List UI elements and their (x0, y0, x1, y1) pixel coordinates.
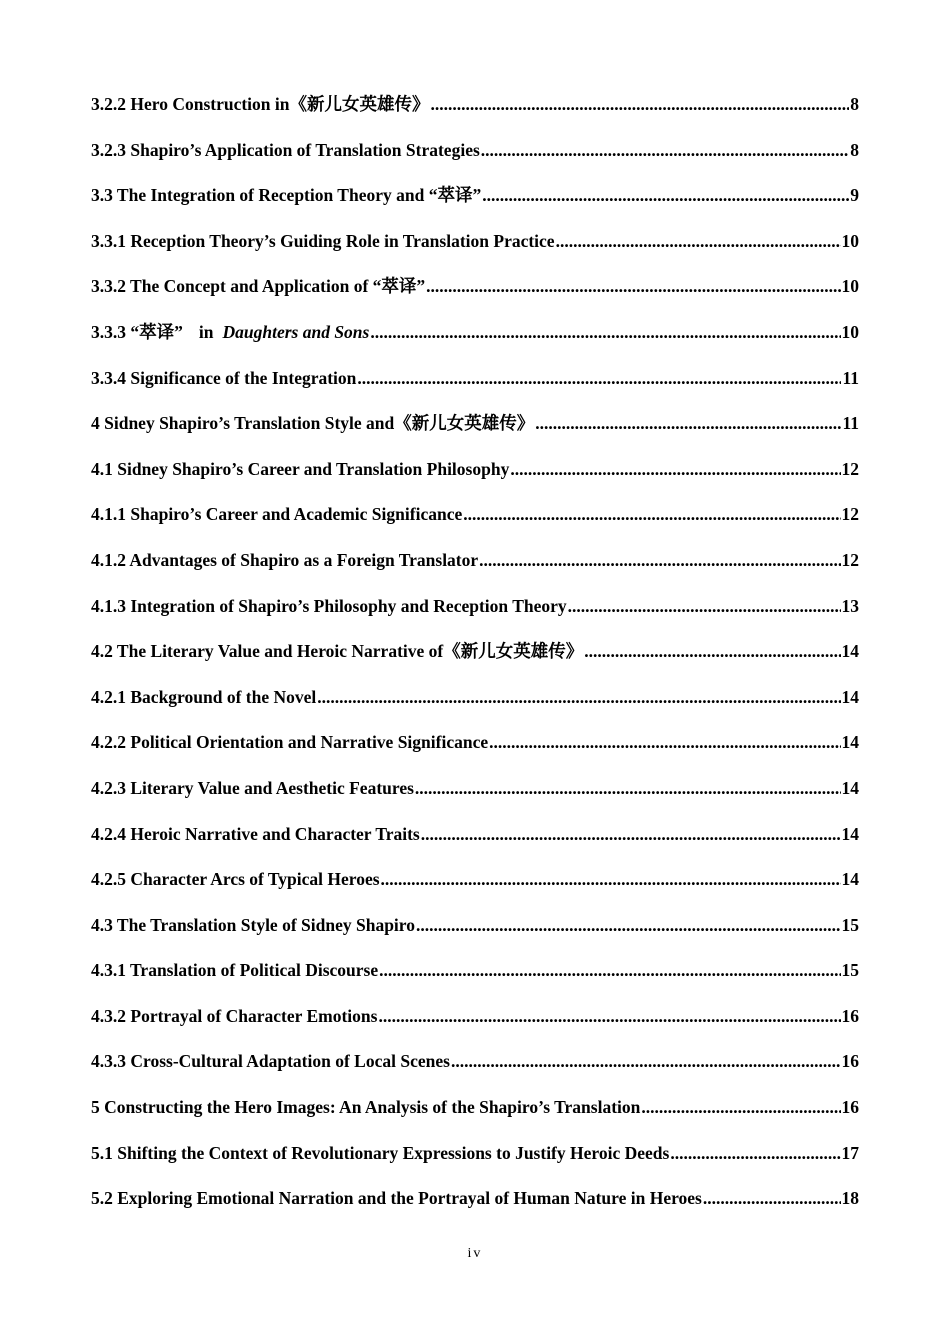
dot-leader (426, 272, 840, 300)
toc-entry-page: 18 (841, 1188, 859, 1209)
toc-entry-page: 12 (841, 458, 859, 479)
toc-entry-page: 13 (841, 595, 859, 616)
toc-entry-page: 9 (850, 185, 859, 206)
dot-leader (568, 592, 841, 620)
toc-entry-page: 14 (841, 823, 859, 844)
toc-entry-page: 14 (841, 686, 859, 707)
dot-leader (510, 455, 840, 483)
toc-entry-4-3-3[interactable] (91, 1047, 859, 1093)
dot-leader (481, 136, 849, 164)
toc-entry-title: 4.1.1 Shapiro’s Career and Academic Significance (91, 504, 463, 525)
toc-entry-title: 3.2.2 Hero Construction in《新儿女英雄传》 (91, 94, 430, 114)
dot-leader (431, 90, 850, 118)
toc-entry-title: 3.3 The Integration of Reception Theory and “萃译” (91, 185, 482, 206)
toc-entry-page: 15 (841, 960, 859, 981)
toc-entry-page: 8 (850, 94, 859, 114)
toc-entry-3-3-2[interactable] (91, 272, 859, 318)
toc-entry-title: 4 Sidney Shapiro’s Translation Style and《新儿女英雄传》 (91, 413, 535, 434)
toc-entry-title: 4.1.3 Integration of Shapiro’s Philosophy and Reception Theory (91, 595, 567, 616)
toc-entry-title (91, 318, 369, 346)
toc-entry-5[interactable] (91, 1093, 859, 1139)
toc-entry-title: 4.1 Sidney Shapiro’s Career and Translation Philosophy (91, 458, 510, 479)
toc-entry-title: 3.3.2 The Concept and Application of “萃译” (91, 276, 426, 297)
dot-leader (421, 820, 841, 848)
dot-leader (416, 911, 841, 939)
toc-entry-page: 14 (841, 777, 859, 798)
toc-entry-page: 10 (841, 321, 859, 342)
table-of-contents (91, 90, 859, 1230)
toc-entry-4-2-2[interactable] (91, 728, 859, 774)
dot-leader (489, 728, 840, 756)
toc-entry-4-1[interactable] (91, 455, 859, 501)
toc-entry-4-2-1[interactable] (91, 683, 859, 729)
toc-entry-3-2-3[interactable] (91, 136, 859, 182)
toc-entry-page: 10 (841, 230, 859, 251)
toc-entry-3-3-1[interactable] (91, 227, 859, 273)
dot-leader (670, 1139, 840, 1167)
dot-leader (556, 227, 841, 255)
toc-entry-page: 10 (841, 276, 859, 297)
toc-entry-5-1[interactable] (91, 1139, 859, 1185)
toc-entry-title: 4.1.2 Advantages of Shapiro as a Foreign Translator (91, 549, 479, 570)
toc-entry-4-1-2[interactable] (91, 546, 859, 592)
dot-leader (479, 546, 840, 574)
toc-entry-4-2-4[interactable] (91, 820, 859, 866)
dot-leader (379, 956, 840, 984)
toc-entry-title: 5.1 Shifting the Context of Revolutionary Expressions to Justify Heroic Deeds (91, 1142, 670, 1163)
toc-entry-title: 5.2 Exploring Emotional Narration and the Portrayal of Human Nature in Heroes (91, 1188, 702, 1209)
toc-entry-page: 15 (841, 914, 859, 935)
dot-leader (703, 1184, 841, 1212)
toc-entry-4-2[interactable] (91, 637, 859, 683)
toc-entry-title: 3.2.3 Shapiro’s Application of Translation Strategies (91, 139, 480, 160)
toc-entry-page: 11 (842, 367, 859, 388)
dot-leader (415, 774, 841, 802)
toc-entry-5-2[interactable] (91, 1184, 859, 1230)
toc-entry-title: 4.3.1 Translation of Political Discourse (91, 960, 379, 981)
toc-entry-4-1-1[interactable] (91, 500, 859, 546)
dot-leader (381, 865, 841, 893)
toc-entry-page: 16 (841, 1005, 859, 1026)
toc-entry-title: 4.2.1 Background of the Novel (91, 686, 317, 707)
dot-leader (317, 683, 840, 711)
toc-entry-title-italic: Daughters and Sons (222, 321, 370, 342)
dot-leader (463, 500, 840, 528)
toc-entry-page: 17 (841, 1142, 859, 1163)
toc-entry-title: 5 Constructing the Hero Images: An Analysis of the Shapiro’s Translation (91, 1097, 641, 1118)
toc-entry-page: 12 (841, 504, 859, 525)
dot-leader (370, 318, 840, 346)
toc-entry-title: 4.2 The Literary Value and Heroic Narrative of《新儿女英雄传》 (91, 641, 584, 662)
toc-entry-4-1-3[interactable] (91, 592, 859, 638)
toc-entry-title-mid: in (198, 321, 214, 342)
dot-leader (357, 364, 841, 392)
toc-entry-title: 4.2.3 Literary Value and Aesthetic Features (91, 777, 414, 798)
dot-leader (378, 1002, 840, 1030)
toc-entry-title-prefix: 3.3.3 “萃译” (91, 321, 183, 342)
toc-entry-page: 14 (841, 869, 859, 890)
toc-entry-page: 11 (842, 413, 859, 434)
toc-entry-title: 4.3 The Translation Style of Sidney Shapiro (91, 914, 415, 935)
toc-entry-3-3-3[interactable] (91, 318, 859, 364)
dot-leader (535, 409, 841, 437)
toc-entry-page: 16 (841, 1097, 859, 1118)
toc-entry-4-3-1[interactable] (91, 956, 859, 1002)
page-number: iv (467, 1246, 483, 1261)
toc-entry-3-3-4[interactable] (91, 364, 859, 410)
toc-entry-page: 16 (841, 1051, 859, 1072)
dot-leader (641, 1093, 840, 1121)
toc-entry-4[interactable] (91, 409, 859, 455)
toc-entry-title: 4.3.3 Cross-Cultural Adaptation of Local Scenes (91, 1051, 450, 1072)
toc-entry-title: 4.2.2 Political Orientation and Narrative Significance (91, 732, 489, 753)
toc-entry-page: 14 (841, 641, 859, 662)
toc-entry-4-3-2[interactable] (91, 1002, 859, 1048)
toc-entry-3-2-2[interactable] (91, 90, 859, 136)
toc-entry-page: 14 (841, 732, 859, 753)
toc-entry-title: 4.2.5 Character Arcs of Typical Heroes (91, 869, 380, 890)
toc-entry-4-2-3[interactable] (91, 774, 859, 820)
toc-entry-page: 12 (841, 549, 859, 570)
dot-leader (584, 637, 840, 665)
toc-entry-4-2-5[interactable] (91, 865, 859, 911)
dot-leader (482, 181, 849, 209)
toc-entry-title: 3.3.1 Reception Theory’s Guiding Role in Translation Practice (91, 230, 555, 251)
toc-entry-title: 3.3.4 Significance of the Integration (91, 367, 357, 388)
toc-entry-4-3[interactable] (91, 911, 859, 957)
toc-entry-page: 8 (850, 139, 859, 160)
toc-entry-3-3[interactable] (91, 181, 859, 227)
toc-entry-title: 4.3.2 Portrayal of Character Emotions (91, 1005, 378, 1026)
dot-leader (451, 1047, 841, 1075)
toc-entry-title: 4.2.4 Heroic Narrative and Character Traits (91, 823, 420, 844)
